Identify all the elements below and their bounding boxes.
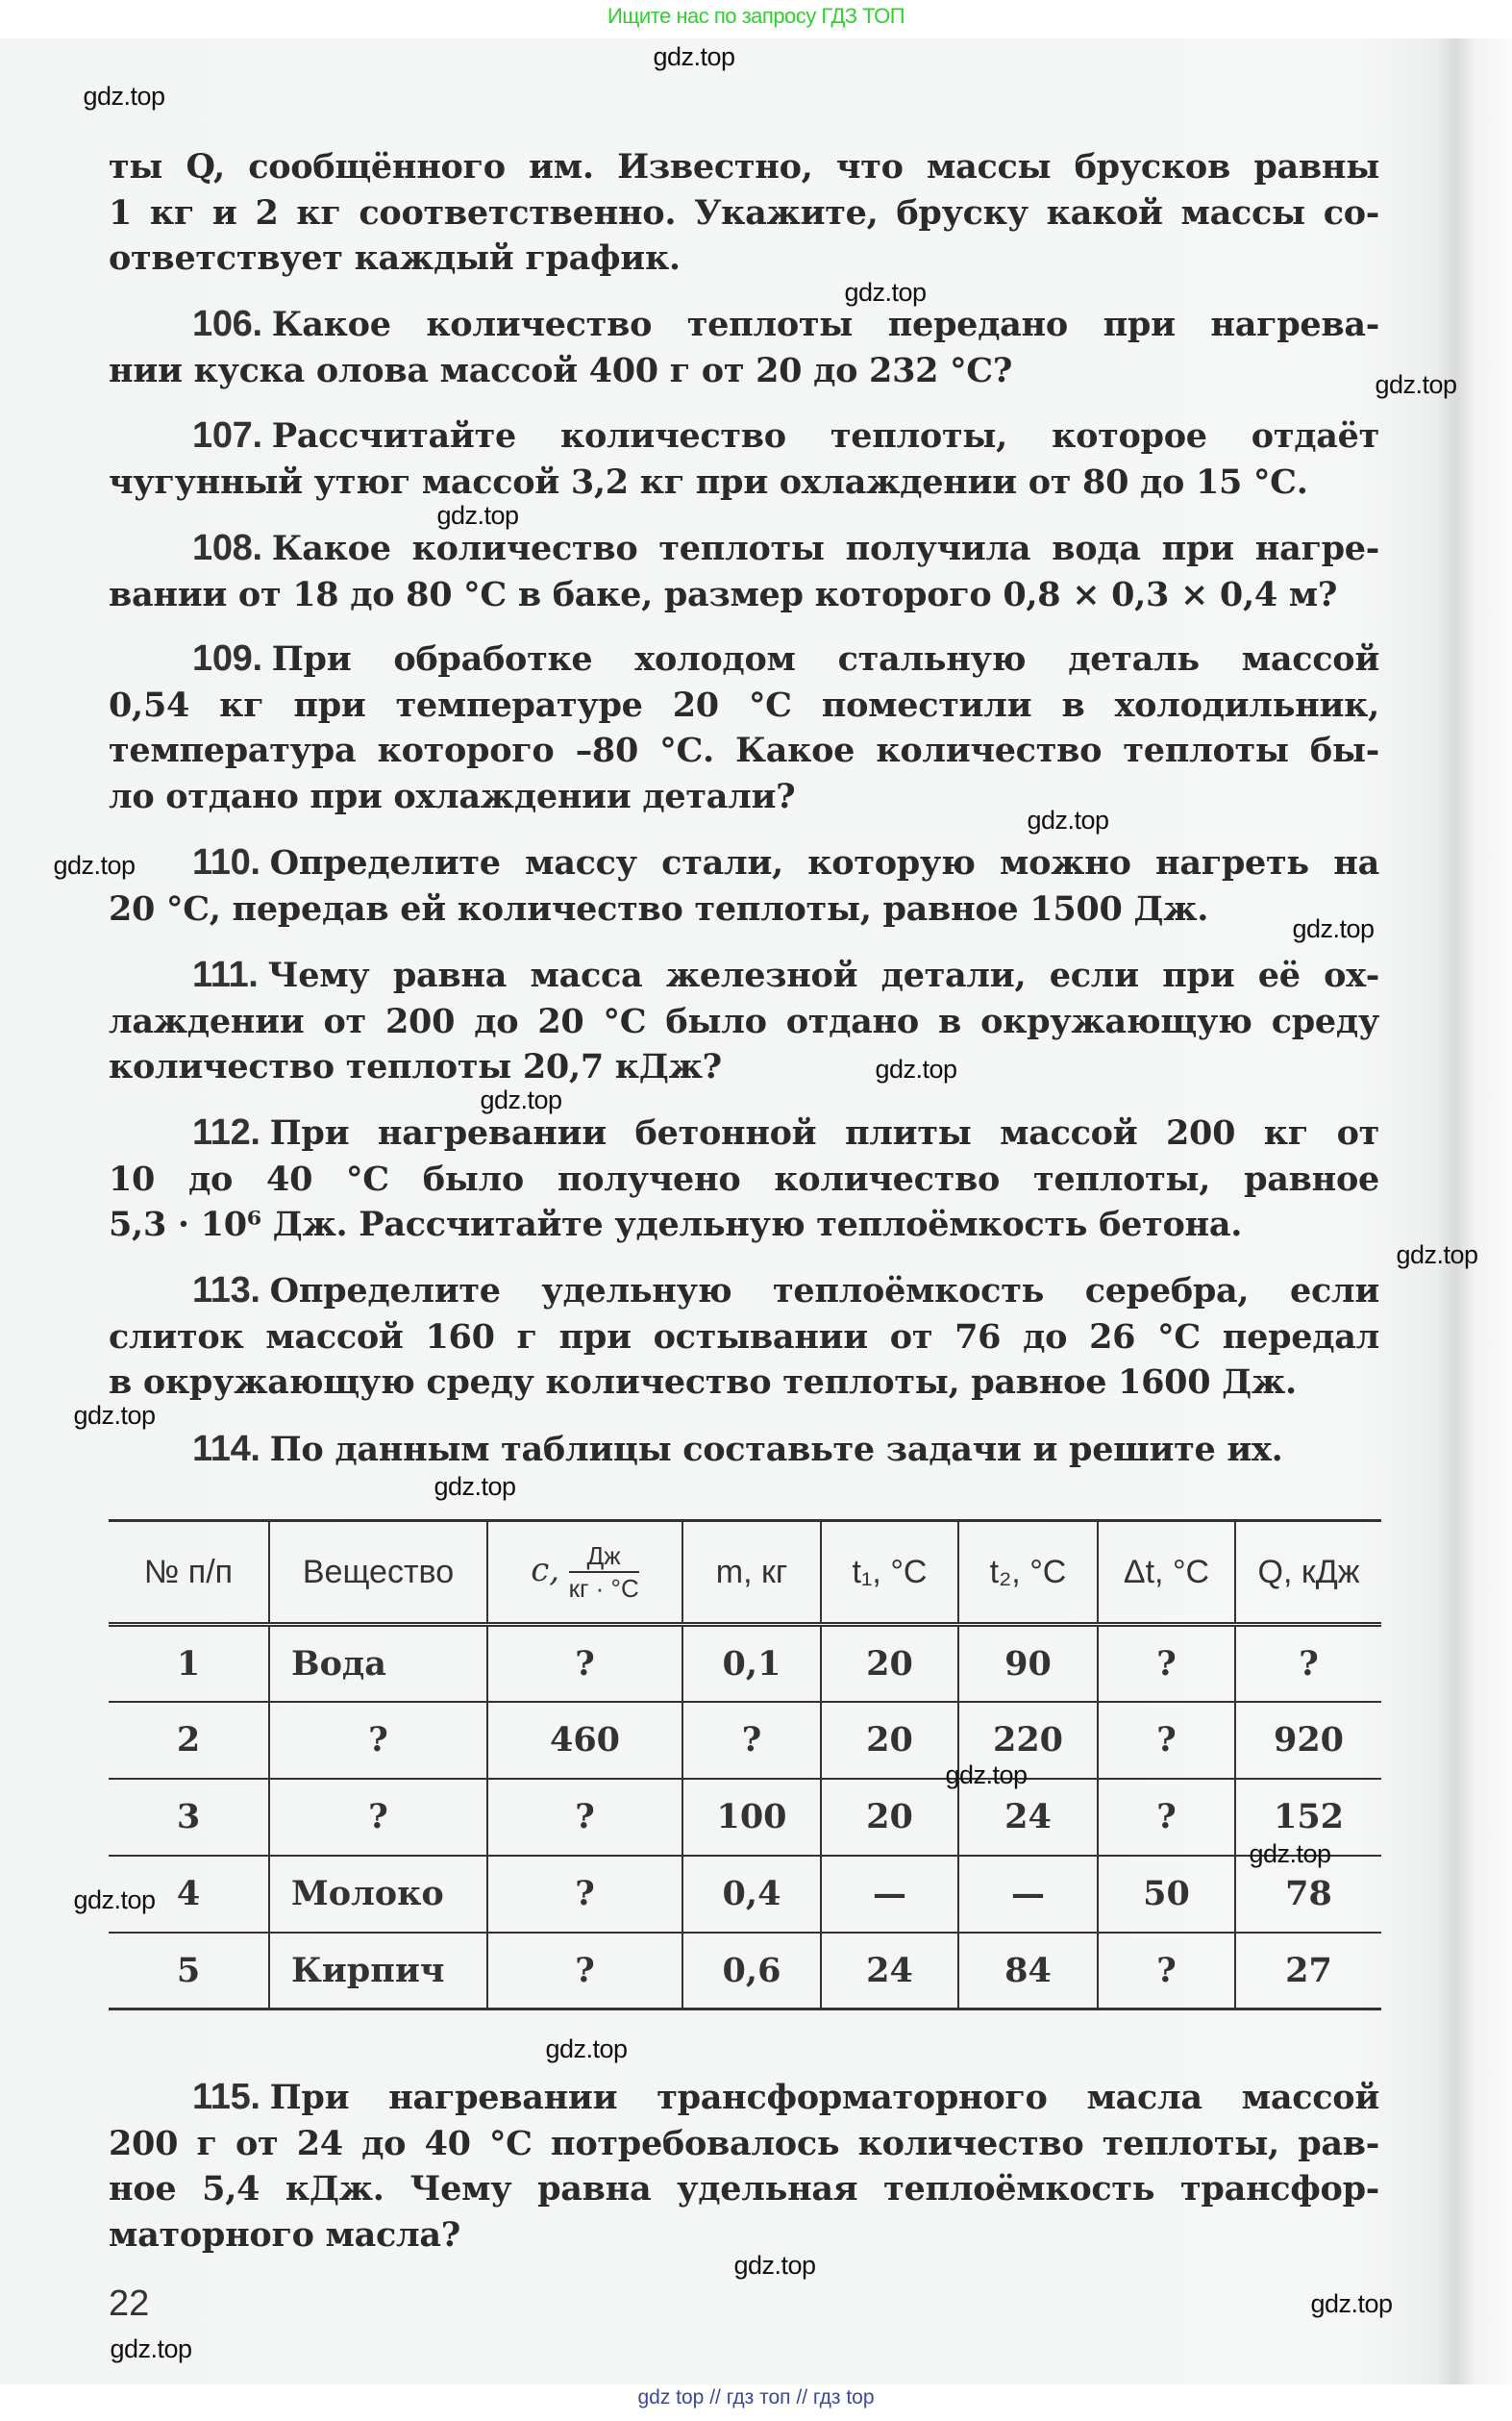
text-line <box>109 2075 1379 2121</box>
text-line <box>109 1044 1379 1090</box>
watermark-text: gdz.top <box>110 2334 192 2363</box>
text-line <box>109 999 1379 1045</box>
text-line <box>109 190 1379 237</box>
line-text: Определите удельную теплоёмкость серебра, если <box>269 1271 1379 1310</box>
text-line <box>109 413 1379 460</box>
line-text: чугунный утюг массой 3,2 кг при охлаждении от 80 до 15 °С. <box>109 462 1308 502</box>
text-line <box>109 1427 1379 1473</box>
line-text: количество теплоты 20,7 кДж? <box>109 1047 722 1086</box>
banner-text: Ищите нас по запросу ГДЗ ТОП <box>607 4 905 28</box>
table-cell: 220 <box>958 1702 1098 1779</box>
watermark-text: gdz.top <box>1375 370 1457 399</box>
problem-number: 106. <box>192 304 262 344</box>
text-line <box>109 460 1379 506</box>
line-text: маторного масла? <box>109 2214 460 2255</box>
col-m: m, кг <box>682 1521 821 1625</box>
table-cell: ? <box>1098 1702 1235 1779</box>
table-cell: ? <box>1098 1779 1235 1856</box>
col-substance: Вещество <box>269 1521 487 1625</box>
table-cell: Кирпич <box>269 1933 487 2009</box>
c-unit-bottom: кг · °С <box>568 1574 639 1603</box>
line-text: Какое количество теплоты получила вода при нагре- <box>271 529 1379 568</box>
c-unit <box>569 1540 639 1604</box>
text-line <box>109 886 1379 933</box>
problem-110 <box>109 840 1379 932</box>
line-text: слиток массой 160 г при остывании от 76 до 26 °С передал <box>109 1316 1379 1357</box>
problem-number: 112. <box>192 1112 260 1153</box>
line-text: Рассчитайте количество теплоты, которое отдаёт <box>271 416 1379 456</box>
table-cell: — <box>821 1856 958 1933</box>
table-cell: 5 <box>109 1933 269 2009</box>
line-text: При нагревании трансформаторного масла массой <box>269 2078 1379 2117</box>
text-line <box>109 2121 1379 2167</box>
line-text: 200 г от 24 до 40 °С потребовалось количество теплоты, рав- <box>109 2123 1379 2163</box>
watermark-text: gdz.top <box>73 1401 156 1430</box>
table-cell: 20 <box>821 1702 958 1779</box>
problem-number: 109. <box>192 638 262 679</box>
table-cell: ? <box>487 1856 682 1933</box>
table-cell: 78 <box>1235 1856 1381 1933</box>
col-t2: t₂, °С <box>958 1521 1098 1625</box>
watermark-text: gdz.top <box>53 851 136 880</box>
text-line <box>109 1360 1379 1406</box>
table-cell: ? <box>487 1933 682 2009</box>
table-cell: 84 <box>958 1933 1098 2009</box>
text-line <box>109 348 1379 394</box>
table-cell: 3 <box>109 1779 269 1856</box>
line-text: вании от 18 до 80 °С в баке, размер которого 0,8 × 0,3 × 0,4 м? <box>109 574 1338 614</box>
line-text: 5,3 · 10⁶ Дж. Рассчитайте удельную теплоёмкость бетона. <box>109 1205 1243 1244</box>
table-row <box>109 1856 1381 1933</box>
text-line <box>109 1314 1379 1360</box>
watermark-text: gdz.top <box>83 82 165 111</box>
table-row <box>109 1702 1381 1779</box>
line-text: Определите массу стали, которую можно нагреть на <box>269 843 1379 883</box>
watermark-text: gdz.top <box>1249 1839 1331 1868</box>
line-text: По данным таблицы составьте задачи и решите их. <box>269 1430 1283 1469</box>
text-line <box>109 236 1379 282</box>
footer-text: gdz top // гдз топ // гдз top <box>637 2386 875 2409</box>
line-text: ты Q, сообщённого им. Известно, что массы брусков равны <box>109 147 1379 187</box>
problem-number: 113. <box>192 1270 260 1310</box>
table-cell: 0,4 <box>682 1856 821 1933</box>
watermark-text: gdz.top <box>545 2034 628 2063</box>
problem-number: 107. <box>192 415 262 456</box>
page-number: 22 <box>109 2284 150 2324</box>
text-line <box>109 1157 1379 1203</box>
watermark-text: gdz.top <box>434 1472 516 1501</box>
table-cell: ? <box>1235 1625 1381 1702</box>
col-dt: Δt, °С <box>1098 1521 1235 1625</box>
problem-111 <box>109 953 1379 1090</box>
table-row <box>109 1779 1381 1856</box>
watermark-text: gdz.top <box>73 1885 156 1914</box>
table-cell: — <box>958 1856 1098 1933</box>
c-label: c, <box>531 1550 560 1589</box>
table-cell: 100 <box>682 1779 821 1856</box>
text-line <box>109 302 1379 348</box>
line-text: лаждении от 200 до 20 °С было отдано в окружающую среду <box>109 1001 1379 1041</box>
table-cell: 24 <box>958 1779 1098 1856</box>
text-line <box>109 728 1379 774</box>
problem-112 <box>109 1111 1379 1248</box>
table-cell: 2 <box>109 1702 269 1779</box>
text-line <box>109 840 1379 886</box>
table-cell: 152 <box>1235 1779 1381 1856</box>
line-text: температура которого –80 °С. Какое количество теплоты бы- <box>109 731 1379 770</box>
table-cell: 0,6 <box>682 1933 821 2009</box>
problem-number: 114. <box>192 1429 260 1469</box>
problem-109 <box>109 636 1379 819</box>
line-text: Чему равна масса железной детали, если при её ох- <box>267 956 1379 995</box>
watermark-text: gdz.top <box>945 1760 1028 1789</box>
text-line <box>109 572 1379 618</box>
table-cell: 90 <box>958 1625 1098 1702</box>
problem-number: 110. <box>192 842 260 883</box>
table-cell: 0,1 <box>682 1625 821 1702</box>
watermark-text: gdz.top <box>875 1055 957 1084</box>
line-text: нии куска олова массой 400 г от 20 до 232 °С? <box>109 350 1013 390</box>
watermark-text: gdz.top <box>1292 914 1375 943</box>
table-row <box>109 1625 1381 1702</box>
table-row <box>109 1933 1381 2009</box>
line-text: ло отдано при охлаждении детали? <box>109 776 796 816</box>
table-cell: 50 <box>1098 1856 1235 1933</box>
data-table <box>109 1519 1381 2010</box>
table-cell: ? <box>1098 1933 1235 2009</box>
line-text: Какое количество теплоты передано при нагрева- <box>271 305 1379 344</box>
table-cell: 27 <box>1235 1933 1381 2009</box>
table-cell: ? <box>1098 1625 1235 1702</box>
line-text: ное 5,4 кДж. Чему равна удельная теплоёмкость трансфор- <box>109 2169 1379 2209</box>
watermark-text: gdz.top <box>1396 1240 1478 1269</box>
table-cell: ? <box>269 1779 487 1856</box>
col-c <box>487 1521 682 1625</box>
table-cell: 4 <box>109 1856 269 1933</box>
problem-number: 111. <box>192 955 259 995</box>
table-cell: Вода <box>269 1625 487 1702</box>
text-line <box>109 683 1379 729</box>
watermark-text: gdz.top <box>844 278 927 307</box>
table-cell: 24 <box>821 1933 958 2009</box>
table-cell: Молоко <box>269 1856 487 1933</box>
problem-115 <box>109 2075 1379 2258</box>
watermark-text: gdz.top <box>480 1086 562 1114</box>
line-text: При обработке холодом стальную деталь массой <box>271 639 1379 679</box>
table-header-row <box>109 1521 1381 1625</box>
problem-continued <box>109 144 1379 282</box>
table-cell: 20 <box>821 1625 958 1702</box>
text-line <box>109 2166 1379 2212</box>
watermark-text: gdz.top <box>436 501 519 530</box>
line-text: 20 °С, передав ей количество теплоты, равное 1500 Дж. <box>109 888 1209 929</box>
text-line <box>109 774 1379 820</box>
line-text: При нагревании бетонной плиты массой 200 кг от <box>269 1113 1379 1153</box>
table-cell: ? <box>487 1625 682 1702</box>
problem-113 <box>109 1268 1379 1406</box>
text-line <box>109 1111 1379 1157</box>
line-text: 0,54 кг при температуре 20 °С поместили в холодильник, <box>109 685 1379 725</box>
text-line <box>109 144 1379 190</box>
text-line <box>109 636 1379 683</box>
line-text: ответствует каждый график. <box>109 238 681 278</box>
text-line <box>109 1268 1379 1314</box>
problem-106 <box>109 302 1379 393</box>
problem-114 <box>109 1427 1379 1473</box>
line-text: 10 до 40 °С было получено количество теплоты, равное <box>109 1159 1379 1199</box>
text-line <box>109 1202 1379 1248</box>
problem-number: 108. <box>192 528 262 568</box>
col-q: Q, кДж <box>1235 1521 1381 1625</box>
table-cell: ? <box>269 1702 487 1779</box>
text-line <box>109 953 1379 999</box>
watermark-text: gdz.top <box>1027 806 1109 835</box>
watermark-text: gdz.top <box>653 42 735 71</box>
col-num: № п/п <box>109 1521 269 1625</box>
col-t1: t₁, °С <box>821 1521 958 1625</box>
table-cell: ? <box>487 1779 682 1856</box>
table-cell: 920 <box>1235 1702 1381 1779</box>
problem-108 <box>109 526 1379 617</box>
table-cell: 1 <box>109 1625 269 1702</box>
table-cell: 460 <box>487 1702 682 1779</box>
problem-107 <box>109 413 1379 505</box>
top-banner <box>0 0 1512 38</box>
table-cell: 20 <box>821 1779 958 1856</box>
line-text: в окружающую среду количество теплоты, равное 1600 Дж. <box>109 1362 1297 1402</box>
table-cell: ? <box>682 1702 821 1779</box>
c-unit-top: Дж <box>569 1540 639 1573</box>
watermark-text: gdz.top <box>733 2251 816 2280</box>
problem-number: 115. <box>192 2077 260 2117</box>
watermark-text: gdz.top <box>1310 2289 1393 2318</box>
line-text: 1 кг и 2 кг соответственно. Укажите, бруску какой массы со- <box>109 192 1379 233</box>
text-line <box>109 526 1379 572</box>
